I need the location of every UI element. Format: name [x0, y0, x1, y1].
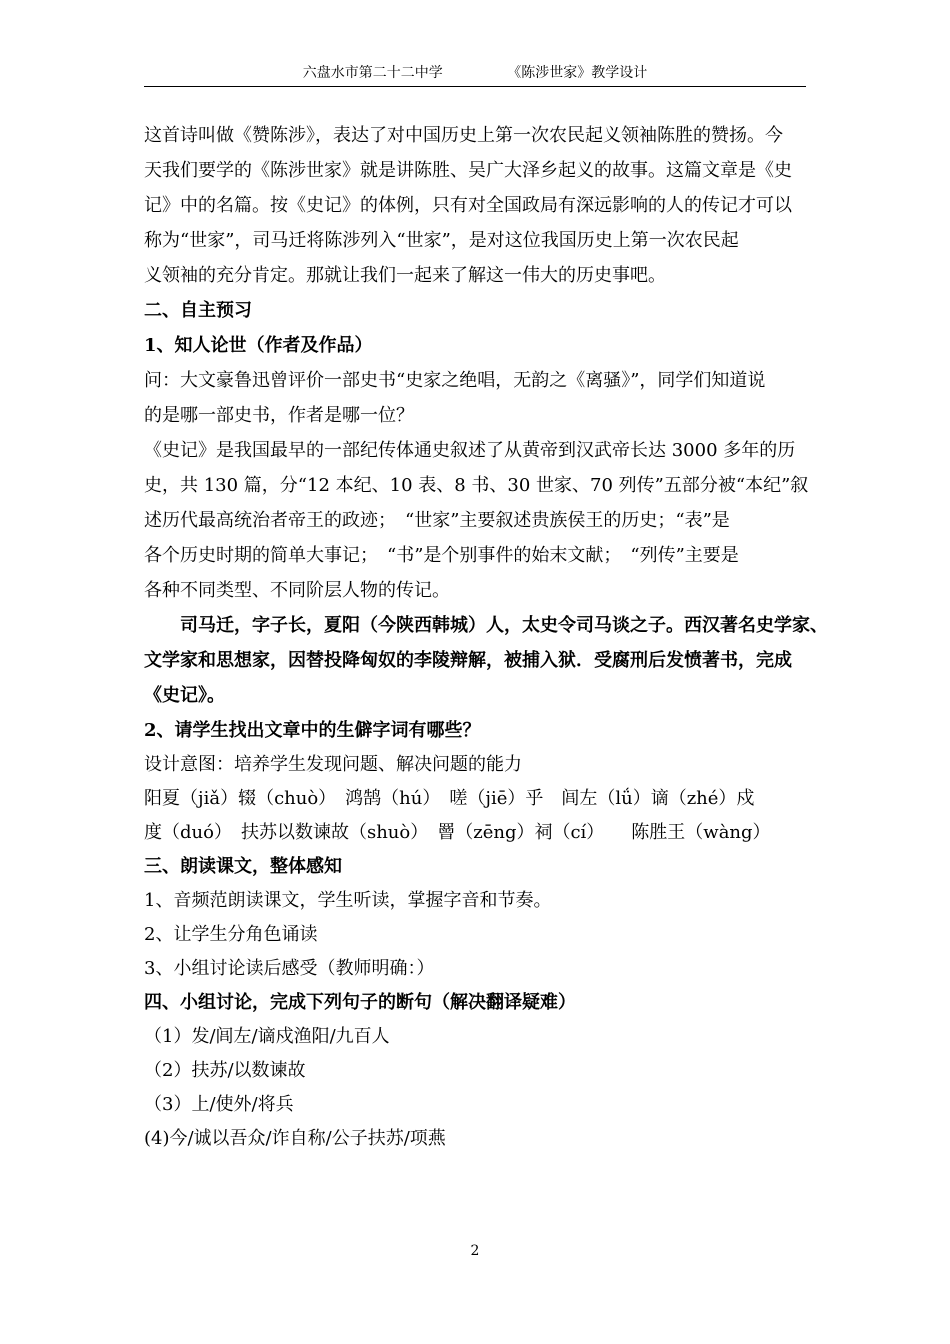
paragraph-line: 问：大文豪鲁迅曾评价一部史书“史家之绝唱，无韵之《离骚》”，同学们知道说 [144, 370, 766, 391]
paragraph-line: 各个历史时期的简单大事记； “书”是个别事件的始末文献； “列传”主要是 [144, 545, 739, 566]
author-bio-line: 文学家和思想家，因替投降匈奴的李陵辩解，被捕入狱．受腐刑后发愤著书，完成 [144, 650, 792, 671]
author-bio-line: 司马迁，字子长，夏阳（今陕西韩城）人，太史令司马谈之子。西汉著名史学家、 [180, 615, 828, 636]
paragraph-line: 述历代最高统治者帝王的政迹； “世家”主要叙述贵族侯王的历史；“表”是 [144, 510, 730, 531]
paragraph-line: 史，共 130 篇，分“12 本纪、10 表、8 书、30 世家、70 列传”五部分被“本纪”叙 [144, 475, 809, 496]
paragraph-line: 这首诗叫做《赞陈涉》，表达了对中国历史上第一次农民起义领袖陈胜的赞扬。今 [144, 125, 783, 146]
page-number: 2 [470, 1243, 480, 1259]
sentence-break-item: (4)今/诚以吾众/诈自称/公子扶苏/项燕 [144, 1128, 446, 1149]
paragraph-line: 义领袖的充分肯定。那就让我们一起来了解这一伟大的历史事吧。 [144, 265, 666, 286]
sentence-break-item: （2）扶苏/以数谏故 [144, 1060, 306, 1081]
document-body [144, 118, 828, 1156]
subsection-heading: 2、请学生找出文章中的生僻字词有哪些？ [144, 720, 481, 741]
section-heading: 四、小组讨论，完成下列句子的断句（解决翻译疑难） [144, 992, 576, 1013]
paragraph-line: 的是哪一部史书，作者是哪一位？ [144, 405, 414, 426]
header-school: 六盘水市第二十二中学 [302, 65, 443, 81]
header-doc-title: 《陈涉世家》教学设计 [507, 65, 648, 81]
section-heading: 二、自主预习 [144, 300, 252, 321]
author-bio-line: 《史记》。 [144, 685, 225, 706]
list-item: 1、音频范朗读课文，学生听读，掌握字音和节奏。 [144, 890, 552, 911]
section-heading: 三、朗读课文，整体感知 [144, 856, 342, 877]
list-item: 3、小组讨论读后感受（教师明确：） [144, 958, 435, 979]
page-header [144, 62, 806, 87]
subsection-heading: 1、知人论世（作者及作品） [144, 335, 373, 356]
sentence-break-item: （3）上/使外/将兵 [144, 1094, 294, 1115]
paragraph-line: 称为“世家”，司马迁将陈涉列入“世家”，是对这位我国历史上第一次农民起 [144, 230, 739, 251]
paragraph-line: 《史记》是我国最早的一部纪传体通史叙述了从黄帝到汉武帝长达 3000 多年的历 [144, 440, 796, 461]
vocabulary-line: 度（duó） 扶苏以数谏故（shuò） 罾（zēng）祠（cí） 陈胜王（wàng） [144, 822, 771, 843]
paragraph-line: 记》中的名篇。按《史记》的体例，只有对全国政局有深远影响的人的传记才可以 [144, 195, 792, 216]
vocabulary-line: 阳夏（jiǎ）辍（chuò） 鸿鹄（hú） 嗟（jiē）乎 闾左（lǘ）谪（zhé）戍 [144, 788, 755, 809]
paragraph-line: 各种不同类型、不同阶层人物的传记。 [144, 580, 450, 601]
list-item: 2、让学生分角色诵读 [144, 924, 318, 945]
sentence-break-item: （1）发/闾左/谪戍渔阳/九百人 [144, 1026, 390, 1047]
paragraph-line: 天我们要学的《陈涉世家》就是讲陈胜、吴广大泽乡起义的故事。这篇文章是《史 [144, 160, 792, 181]
paragraph-line: 设计意图：培养学生发现问题、解决问题的能力 [144, 754, 522, 775]
